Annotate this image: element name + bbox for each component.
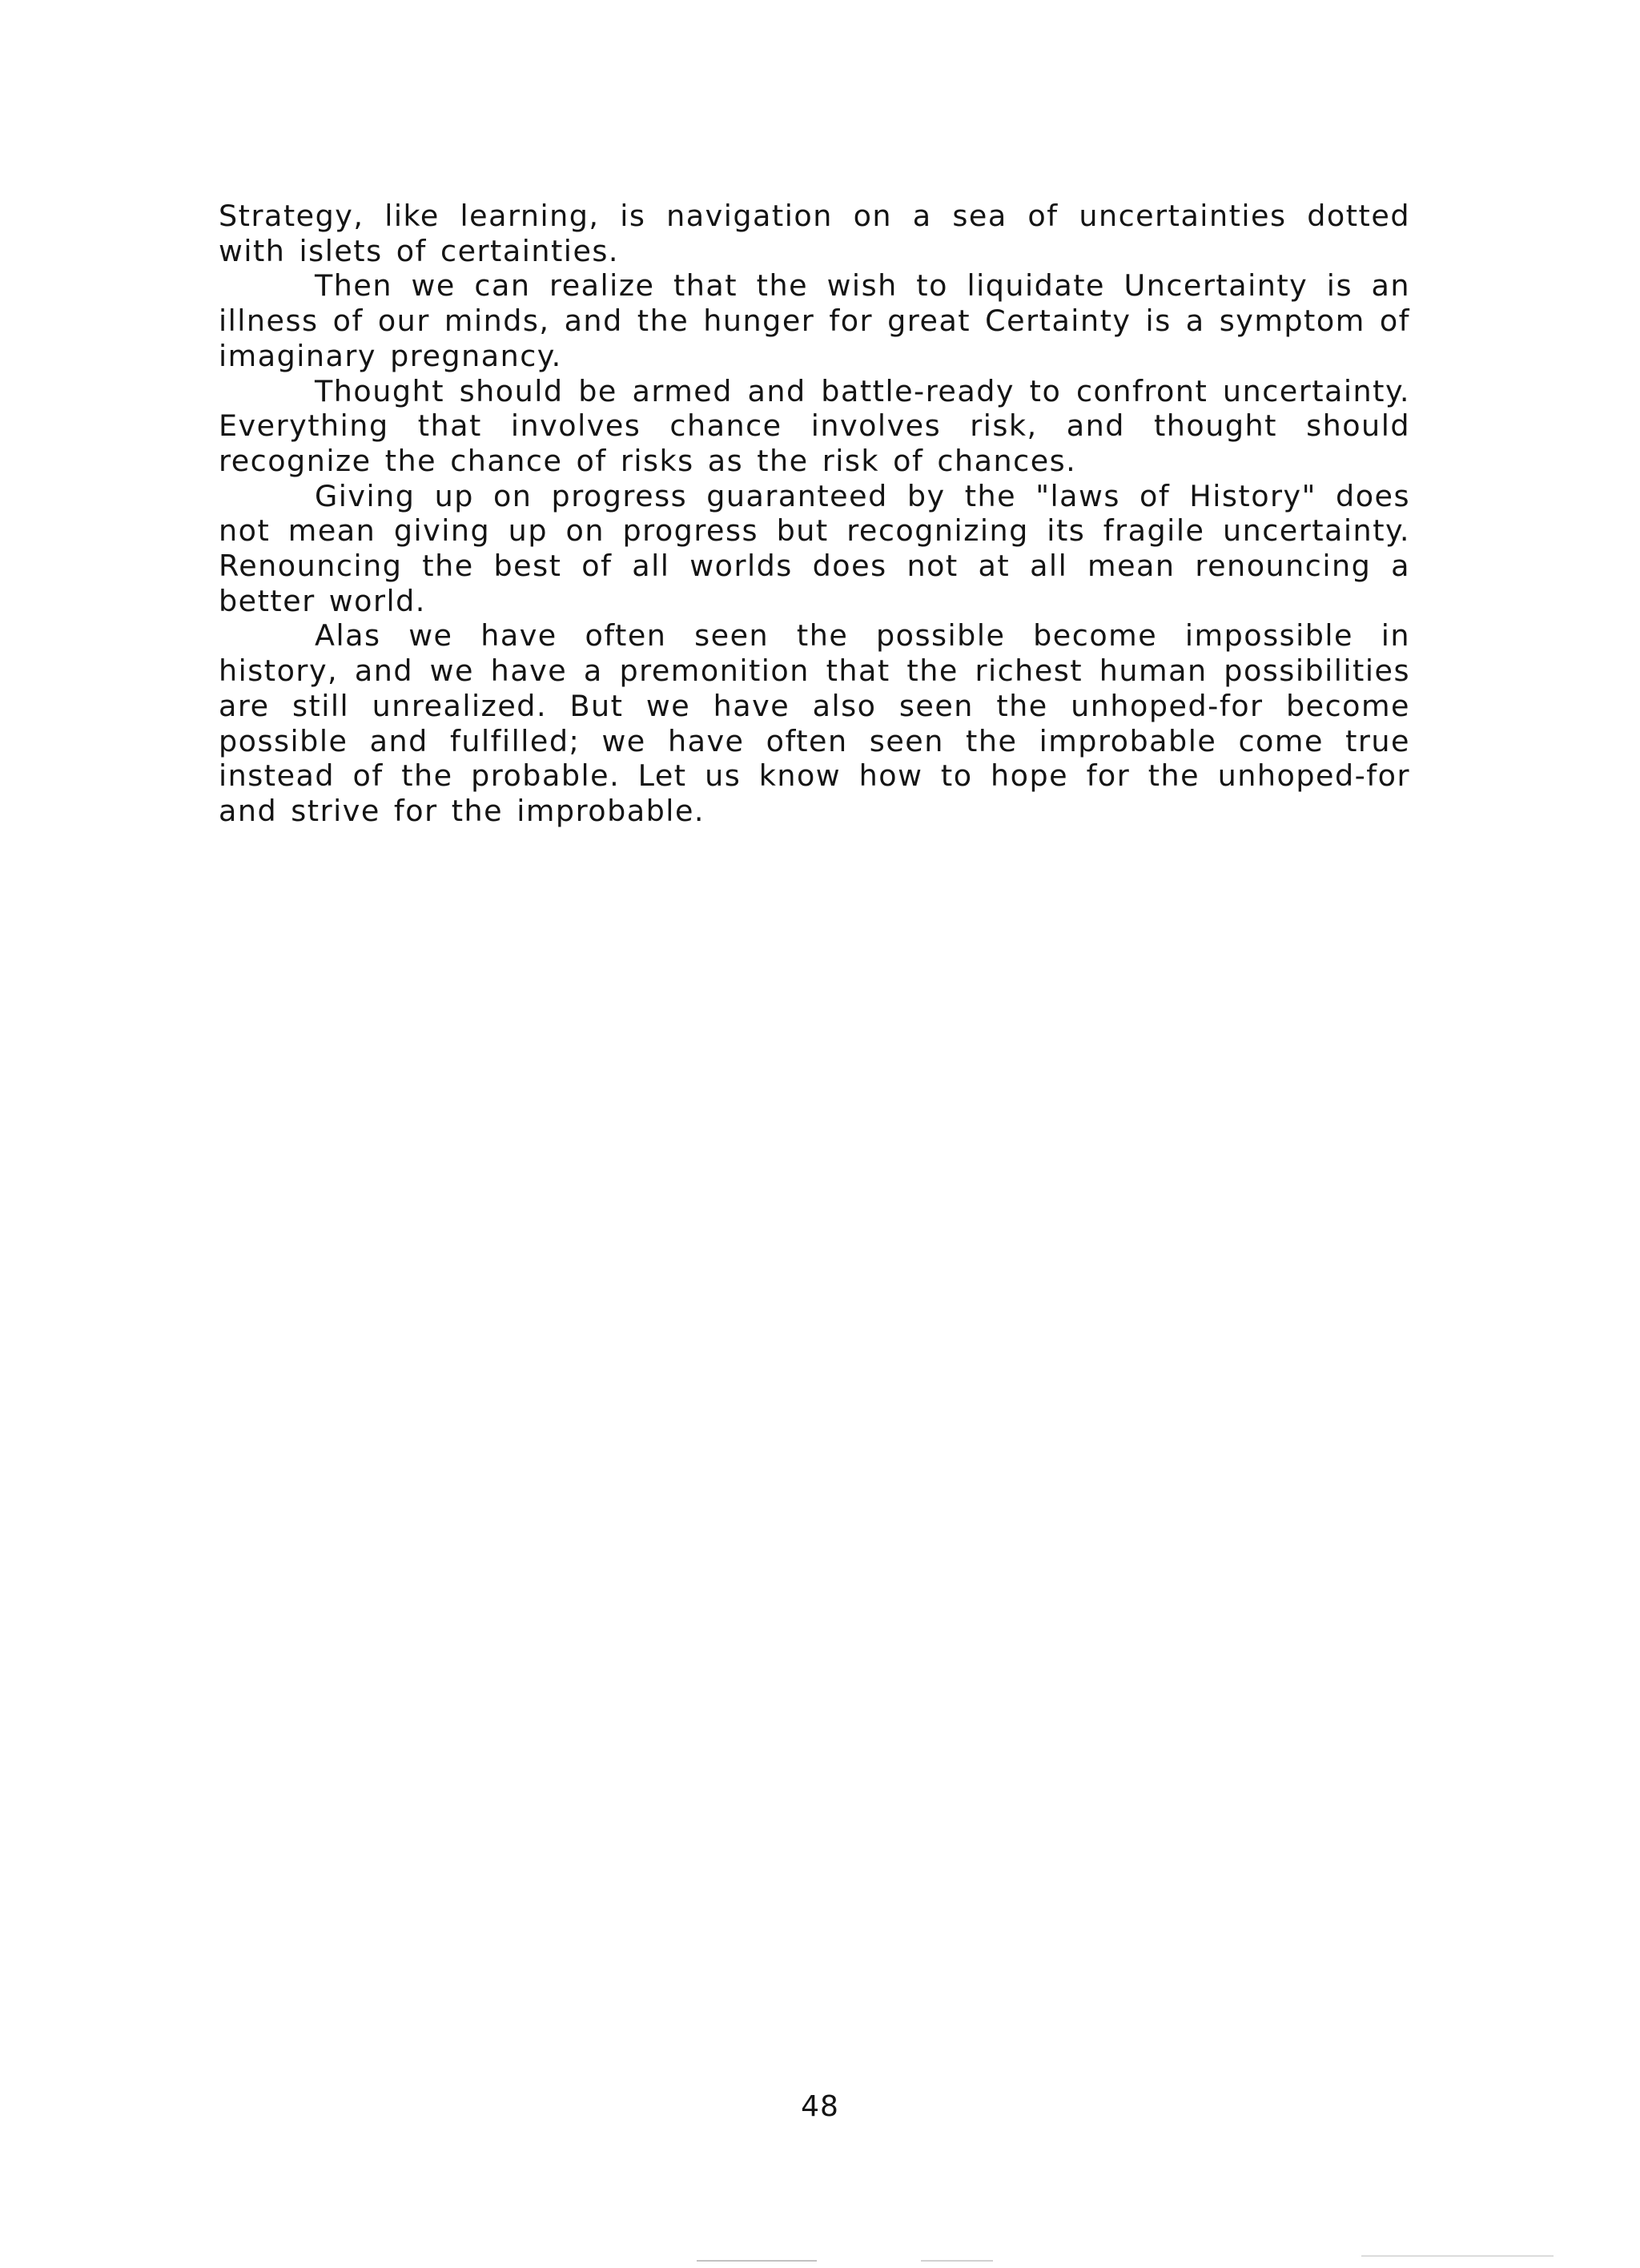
scan-artifact	[1361, 2255, 1554, 2257]
scan-artifact	[921, 2260, 993, 2262]
paragraph-3: Thought should be armed and battle-ready to confront uncertainty. Everything that involves chance involves risk, and thought should recognize the chance of risks as the risk of chances.	[219, 373, 1410, 478]
paragraph-1: Strategy, like learning, is navigation on a sea of uncertainties dotted with islets of certainties.	[219, 199, 1410, 268]
paragraph-2: Then we can realize that the wish to liquidate Uncertainty is an illness of our minds, and the hunger for great Certainty is a symptom of imaginary pregnancy.	[219, 268, 1410, 373]
scan-artifact	[697, 2260, 817, 2262]
page-number: 48	[801, 2090, 839, 2123]
paragraph-4: Giving up on progress guaranteed by the "laws of History" does not mean giving up on progress but recognizing its fragile uncertainty. Renouncing the best of all worlds does not at all mean renouncing a better world.	[219, 478, 1410, 618]
body-text	[219, 199, 1410, 829]
paragraph-5: Alas we have often seen the possible become impossible in history, and we have a premonition that the richest human possibilities are still unrealized. But we have also seen the unhoped-for become possible and fulfilled; we have often seen the improbable come true instead of the probable. Let us know how to hope for the unhoped-for and strive for the improbable.	[219, 618, 1410, 828]
